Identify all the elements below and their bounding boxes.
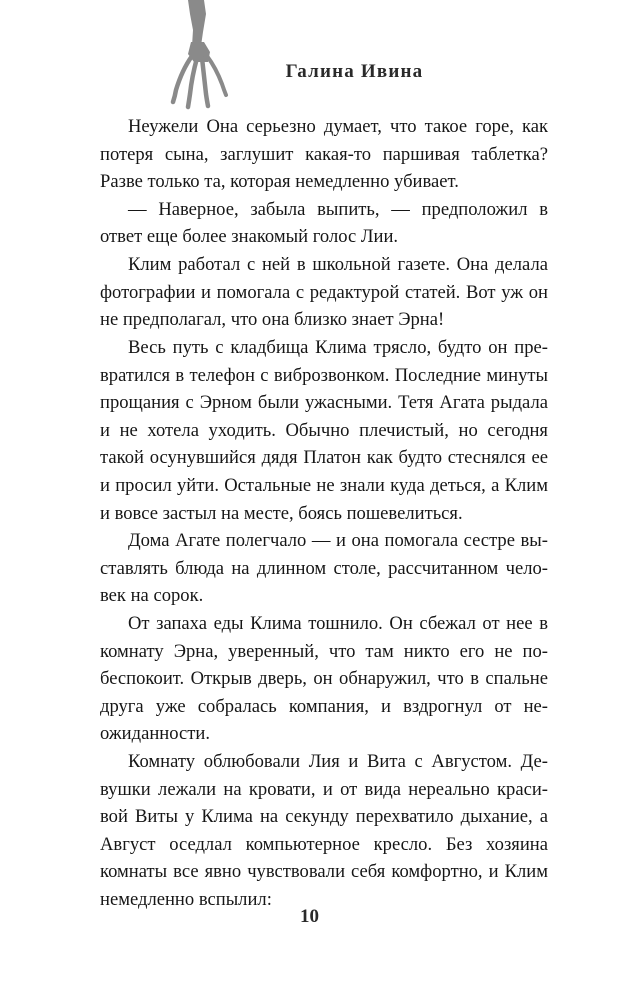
paragraph: — Наверное, забыла выпить, — предположил в ответ еще более знакомый голос Лии. (100, 198, 548, 248)
paragraph: От запаха еды Клима тошнило. Он сбежал от нее в комнату Эрна, уверенный, что там никто его не побеспокоит. Открыв дверь, он обнаружил, что в спальне друга уже собралась компания, и вздрогнул от неожиданности. (100, 612, 548, 745)
claw-hand-illustration (168, 0, 248, 112)
paragraph: Весь путь с кладбища Клима трясло, будто он превратился в телефон с виброзвонком. Последние минуты прощания с Эрном были ужасными. Тетя Агата рыдала и не хотела уходить. Обычно плечистый, но сегодня такой осунувшийся дядя Платон как будто стеснялся ее и просил уйти. Остальные не знали куда деться, а Клим и вовсе застыл на месте, боясь пошевелиться. (100, 337, 548, 524)
paragraph: Клим работал с ней в школьной газете. Она делала фотографии и помогала с редактурой статей. Вот уж он не предполагал, что она близко знает Эрна! (100, 253, 548, 331)
running-head-author: Галина Ивина (285, 61, 424, 82)
page-number: 10 (300, 906, 319, 927)
text-section-2 (100, 334, 548, 913)
text-section-1 (100, 113, 548, 334)
paragraph: Дома Агате полегчало — и она помогала сестре выставлять блюда на длинном столе, рассчитанном человек на сорок. (100, 530, 548, 607)
paragraph: Неужели Она серьезно думает, что такое горе, как потеря сына, заглушит какая-то паршивая таблетка? Разве только та, которая немедленно убивает. (100, 116, 548, 193)
paragraph: Комнату облюбовали Лия и Вита с Августом. Девушки лежали на кровати, и от вида нереально красивой Виты у Клима на секунду перехватило дыхание, а Август оседлал компьютерное кресло. Без хозяина комнаты все явно чувствовали себя комфортно, и Клим немедленно вспылил: (100, 750, 548, 910)
